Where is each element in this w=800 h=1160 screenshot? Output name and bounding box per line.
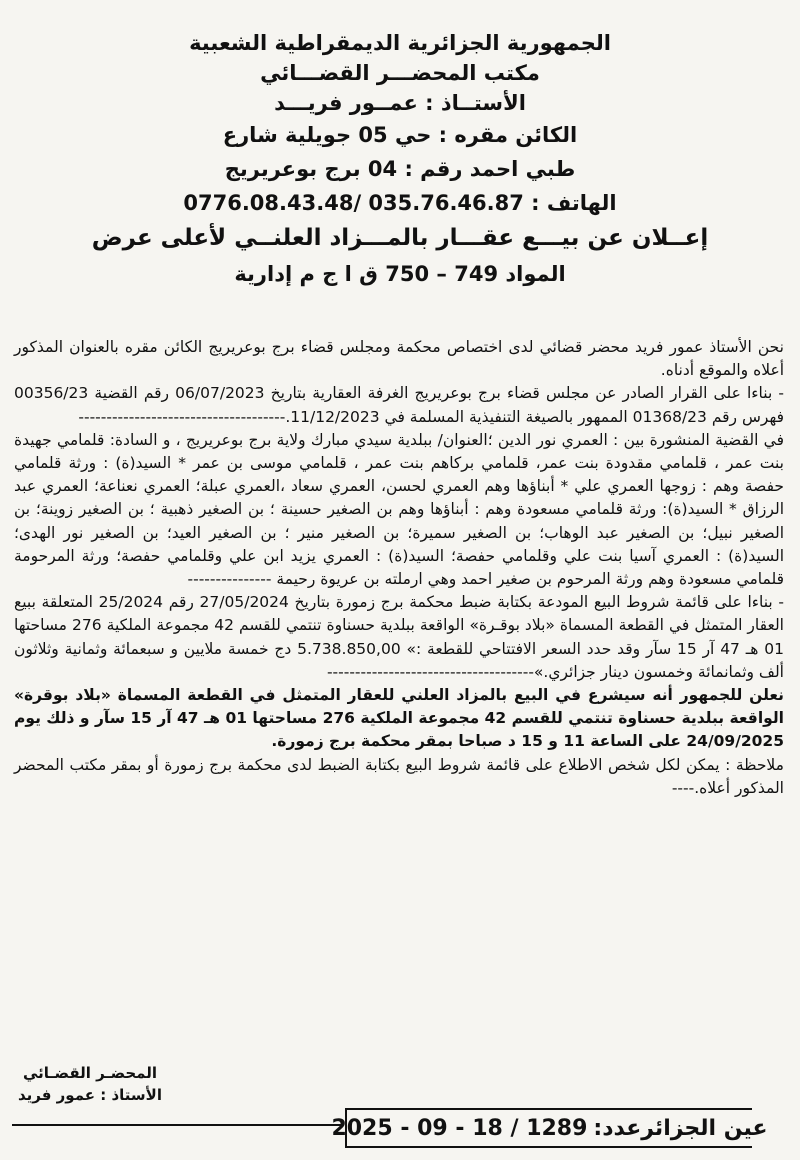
signature-block (0, 1062, 180, 1106)
notice-title: إعــلان عن بيـــع عقـــار بالمـــزاد العلنــي لأعلى عرض (91, 225, 709, 251)
note-paragraph: ملاحظة : يمكن لكل شخص الاطلاع على قائمة شروط البيع بكتابة الضبط لدى محكمة برج زمورة أو بمقر مكتب المحضر المذكور أعلاه.---- (14, 755, 784, 797)
signature-title: المحضـر القضـائي (22, 1064, 158, 1082)
publication-number: 1289 / 18 - 09 - 2025 (331, 1115, 588, 1141)
sale-conditions-paragraph: - بناءا على قائمة شروط البيع المودعة بكتابة ضبط محكمة برج زمورة بتاريخ 27/05/2024 رقم 25/2024 المتعلقة ببيع العقار المتمثل في القطعة المسماة «بلاد بوقـرة» الواقعة ببلدية حسناوة تنتمي للقسم 42 مجموعة الملكية 276 مساحتها 01 هـ 47 آر 15 سآر وقد حدد السعر الافتتاحي للقطعة :» 5.738.850,00 دج خمسة ملايين و سبعمائة وثمانية وثلاثون ألف وثمانمائة وخمسون دينار جزائري.»------------------------------------- (14, 593, 785, 681)
publication-label: عين الجزائرعدد: (593, 1115, 768, 1141)
bailiff-name: الأستــاذ : عمــور فريـــد (274, 91, 526, 115)
notice-body (14, 336, 784, 800)
decision-paragraph: - بناءا على القرار الصادر عن مجلس قضاء برج بوعريريج الغرفة العقارية بتاريخ 06/07/2023 رقم القضية 00356/23 فهرس رقم 01368/23 الممهور بالصيغة التنفيذية المسلمة في 11/12/2023.------------------------------------- (14, 384, 784, 426)
address-line-2: طبي احمد رقم : 04 برج بوعريريج (224, 157, 576, 181)
notice-header (20, 28, 780, 292)
auction-announcement-paragraph: نعلن للجمهور أنه سيشرع في البيع بالمزاد العلني للعقار المتمثل في القطعة المسماة «بلاد بوقرة» الواقعة ببلدية حسناوة تنتمي للقسم 42 مجموعة الملكية 276 مساحتها 01 هـ 47 آر 15 سآر و ذلك يوم 24/09/2025 على الساعة 11 و 15 د صباحا بمقر محكمة برج زمورة. (14, 686, 784, 751)
intro-paragraph: نحن الأستاذ عمور فريد محضر قضائي لدى اختصاص محكمة ومجلس قضاء برج بوعريريج الكائن مقره بالعنوان المذكور أعلاه والموقع أدناه. (14, 338, 784, 380)
republic-title: الجمهورية الجزائرية الديمقراطية الشعبية (189, 31, 611, 55)
signature-name: الأستاذ : عمور فريد (18, 1086, 162, 1104)
phone-line: الهاتف : 035.76.46.87 /0776.08.43.48 (183, 191, 617, 215)
parties-paragraph: في القضية المنشورة بين : العمري نور الدين ؛العنوان/ ببلدية سيدي مبارك ولاية برج بوعريريج ، و السادة: قلمامي جهيدة بنت عمر ، قلمامي مقدودة بنت عمر، قلمامي بركاهم بنت عمر ، قلمامي موسى بن عمر * السيد(ة) : ورثة قلمامي حفصة وهم : زوجها العمري علي * أبناؤها وهم العمري لحسن، العمري سعاد ،العمري عبلة؛ العمري نعناعة؛ العمري عبد الرزاق * السيد(ة): ورثة قلمامي مسعودة وهم : أبناؤها وهم بن الصغير حسينة ؛ بن الصغير ذهبية ؛ بن الصغير زوينة؛ بن الصغير نبيل؛ بن الصغير عبد الوهاب؛ بن الصغير سميرة؛ بن الصغير منير ؛ بن الصغير العيد؛ بن الصغير نور الهدى؛ السيد(ة) : العمري آسيا بنت علي وقلمامي حفصة؛ السيد(ة) : العمري يزيد ابن علي وقلمامي حفصة؛ ورثة المرحومة قلمامي مسعودة وهم ورثة المرحوم بن صغير احمد وهي ارملته بن عريوة رحيمة --------------- (14, 430, 784, 589)
publication-footer (331, 1108, 768, 1148)
legal-articles: المواد 749 – 750 ق ا ج م إدارية (234, 262, 566, 286)
office-title: مكتب المحضـــر القضـــائي (260, 61, 540, 85)
footer-rule (12, 1124, 342, 1126)
address-line-1: الكائن مقره : حي 05 جويلية شارع (222, 123, 578, 147)
